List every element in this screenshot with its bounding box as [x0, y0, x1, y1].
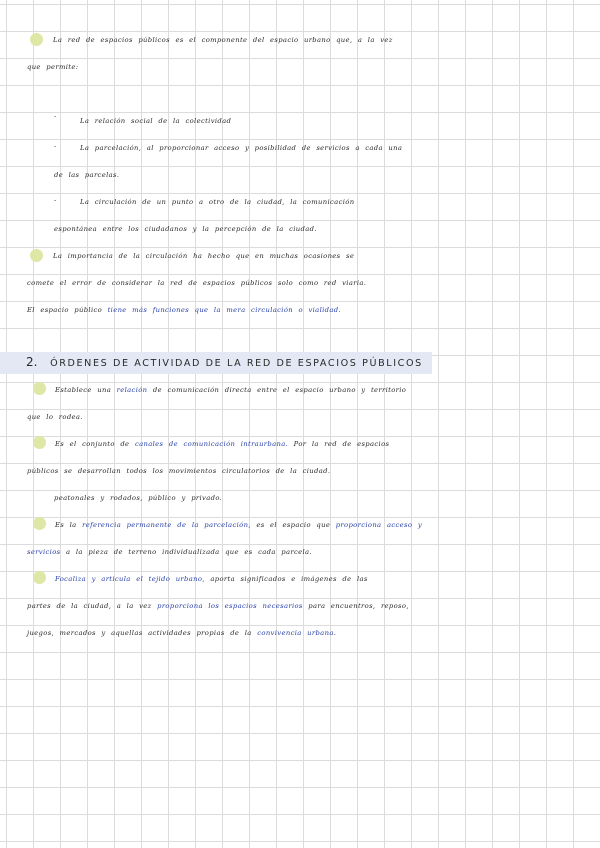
highlighted-text: tiene más funciones que la mera circulación o vialidad. [107, 306, 341, 314]
text-segment: Establece una [55, 386, 112, 394]
highlighted-text: canales de comunicación intraurbana. [134, 440, 289, 448]
text-segment: para encuentros, reposo, [308, 602, 409, 610]
text-line: peatonales y rodados, público y privado. [54, 494, 223, 502]
text-line: que permite: [27, 63, 79, 71]
highlighted-text: Focaliza y articula el tejido urbano, [55, 575, 205, 583]
text-segment: El espacio público [27, 306, 103, 314]
text-segment: . [333, 629, 337, 637]
text-segment: aporta significados e imágenes de las [210, 575, 368, 583]
section-title: ÓRDENES DE ACTIVIDAD DE LA RED DE ESPACIOS PÚBLICOS [50, 358, 423, 369]
text-line [0, 377, 600, 404]
text-line [0, 512, 600, 539]
list-dash: - [54, 142, 57, 150]
text-segment: Por la red de espacios [293, 440, 390, 448]
text-segment: partes de la ciudad, a la vez [27, 602, 152, 610]
text-segment: juegos, mercados y aquellas actividades propias de la [27, 629, 252, 637]
text-line: comete el error de considerar la red de espacios públicos solo como red viaria. [27, 279, 367, 287]
list-item: La parcelación, al proporcionar acceso y posibilidad de servicios a cada una [80, 144, 403, 152]
text-segment: Es el conjunto de [55, 440, 130, 448]
highlighted-text: proporciona los espacios necesarios [157, 602, 303, 610]
text-line [0, 566, 600, 593]
text-line: que lo rodea. [27, 413, 83, 421]
text-line: La importancia de la circulación ha hecho que en muchas ocasiones se [53, 252, 355, 260]
highlighted-text: proporciona acceso y [335, 521, 423, 529]
list-item: espontánea entre los ciudadanos y la percepción de la ciudad. [54, 225, 317, 233]
text-segment: a la pieza de terreno individualizada que es cada parcela. [66, 548, 312, 556]
text-line [0, 539, 600, 566]
text-segment: Es la [55, 521, 77, 529]
text-segment: es el espacio que [256, 521, 331, 529]
highlighted-text: referencia permanente de la parcelación, [82, 521, 251, 529]
list-dash: - [54, 196, 57, 204]
highlighted-text: convivencia urbana [257, 629, 334, 637]
list-item: La relación social de la colectividad [80, 117, 232, 125]
section-heading [26, 349, 423, 376]
text-segment: de comunicación directa entre el espacio urbano y territorio [152, 386, 407, 394]
text-line [0, 297, 600, 324]
list-item: de las parcelas. [54, 171, 120, 179]
list-item: La circulación de un punto a otro de la ciudad, la comunicación [80, 198, 355, 206]
text-line: La red de espacios públicos es el componente del espacio urbano que, a la vez [53, 36, 393, 44]
highlighted-text: servicios [27, 548, 61, 556]
section-number: 2. [26, 355, 38, 369]
text-line [0, 431, 600, 458]
text-line: públicos se desarrollan todos los movimientos circulatorios de la ciudad. [27, 467, 331, 475]
list-dash: - [54, 112, 57, 120]
text-line [0, 620, 600, 647]
highlighted-text: relación [116, 386, 148, 394]
text-line [0, 593, 600, 620]
